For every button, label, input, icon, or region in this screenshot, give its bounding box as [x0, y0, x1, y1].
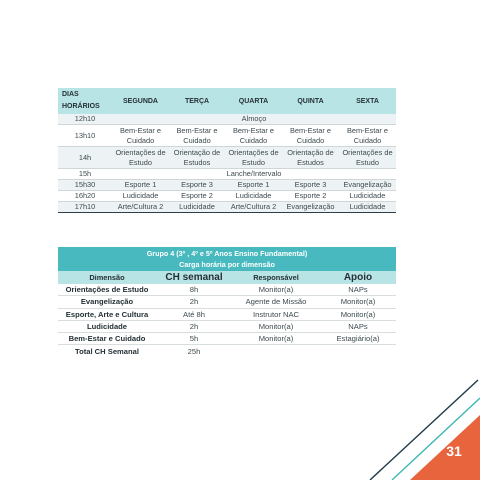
column-header: Responsável	[232, 271, 320, 284]
workload-total-row	[58, 345, 396, 357]
time-cell: 13h10	[58, 125, 112, 147]
activity-cell: Esporte 2	[282, 191, 339, 202]
schedule-row	[58, 191, 396, 202]
support-cell: Monitor(a)	[320, 296, 396, 308]
day-header: QUINTA	[282, 88, 339, 114]
activity-cell: Ludicidade	[339, 202, 396, 213]
activity-cell: Ludicidade	[225, 191, 282, 202]
time-cell: 15h30	[58, 180, 112, 191]
activity-cell: Bem-Estar e Cuidado	[112, 125, 169, 147]
time-cell: 14h	[58, 147, 112, 169]
column-header: CH semanal	[156, 271, 232, 284]
support-cell	[320, 345, 396, 357]
schedule-row	[58, 169, 396, 180]
schedule-corner-header	[58, 88, 112, 114]
activity-cell: Arte/Cultura 2	[225, 202, 282, 213]
activity-cell: Evangelização	[282, 202, 339, 213]
time-cell: 12h10	[58, 114, 112, 125]
schedule-header-row	[58, 88, 396, 114]
schedule-row	[58, 147, 396, 169]
column-header: Apoio	[320, 271, 396, 284]
schedule-row	[58, 114, 396, 125]
time-cell: 15h	[58, 169, 112, 180]
weekly-schedule-table	[58, 88, 396, 213]
support-cell: NAPs	[320, 320, 396, 332]
workload-header-row	[58, 271, 396, 284]
activity-cell: Esporte 1	[225, 180, 282, 191]
workload-table	[58, 271, 396, 357]
responsible-cell: Monitor(a)	[232, 284, 320, 296]
activity-cell: Orientação de Estudos	[282, 147, 339, 169]
dimension-cell: Evangelização	[58, 296, 156, 308]
activity-cell: Arte/Cultura 2	[112, 202, 169, 213]
activity-cell: Bem-Estar e Cuidado	[339, 125, 396, 147]
activity-cell: Bem-Estar e Cuidado	[169, 125, 225, 147]
day-header: SEXTA	[339, 88, 396, 114]
support-cell: Monitor(a)	[320, 308, 396, 320]
support-cell: Estagiário(a)	[320, 333, 396, 345]
activity-cell: Ludicidade	[112, 191, 169, 202]
total-hours-cell: 25h	[187, 346, 201, 356]
activity-cell: Esporte 3	[169, 180, 225, 191]
activity-cell: Esporte 3	[282, 180, 339, 191]
day-header: SEGUNDA	[112, 88, 169, 114]
support-cell: NAPs	[320, 284, 396, 296]
activity-cell: Evangelização	[339, 180, 396, 191]
dimension-cell: Esporte, Arte e Cultura	[58, 308, 156, 320]
dimension-cell: Ludicidade	[58, 320, 156, 332]
schedule-row	[58, 202, 396, 213]
workload-row	[58, 333, 396, 345]
page-number: 31	[446, 443, 462, 459]
responsible-cell: Instrutor NAC	[232, 308, 320, 320]
responsible-cell	[232, 345, 320, 357]
total-label-cell: Total CH Semanal	[75, 346, 139, 356]
activity-cell: Orientações de Estudo	[225, 147, 282, 169]
responsible-cell: Monitor(a)	[232, 320, 320, 332]
workload-row	[58, 296, 396, 308]
workload-subtitle: Carga horária por dimensão	[179, 260, 275, 269]
hours-cell: 2h	[156, 320, 232, 332]
responsible-cell: Monitor(a)	[232, 333, 320, 345]
activity-cell: Orientação de Estudos	[169, 147, 225, 169]
break-cell: Lanche/Intervalo	[112, 169, 396, 180]
hours-cell: 8h	[156, 284, 232, 296]
time-cell: 16h20	[58, 191, 112, 202]
workload-title-banner	[58, 247, 396, 271]
break-cell: Almoço	[112, 114, 396, 125]
activity-cell: Ludicidade	[339, 191, 396, 202]
activity-cell: Esporte 1	[112, 180, 169, 191]
hours-cell: 2h	[156, 296, 232, 308]
hours-cell: 5h	[156, 333, 232, 345]
time-cell: 17h10	[58, 202, 112, 213]
schedule-row	[58, 125, 396, 147]
hours-label: HORÁRIOS	[62, 103, 100, 110]
responsible-cell: Agente de Missão	[232, 296, 320, 308]
workload-row	[58, 320, 396, 332]
activity-cell: Orientações de Estudo	[339, 147, 396, 169]
workload-title: Grupo 4 (3º , 4º e 5º Anos Ensino Fundamental)	[146, 249, 308, 258]
dimension-cell: Orientações de Estudo	[58, 284, 156, 296]
schedule-row	[58, 180, 396, 191]
column-header: Dimensão	[58, 271, 156, 284]
day-header: QUARTA	[225, 88, 282, 114]
dimension-cell: Bem-Estar e Cuidado	[58, 333, 156, 345]
activity-cell: Bem-Estar e Cuidado	[225, 125, 282, 147]
workload-row	[58, 284, 396, 296]
activity-cell: Ludicidade	[169, 202, 225, 213]
activity-cell: Orientações de Estudo	[112, 147, 169, 169]
workload-row	[58, 308, 396, 320]
activity-cell: Bem-Estar e Cuidado	[282, 125, 339, 147]
hours-cell: Até 8h	[156, 308, 232, 320]
day-header: TERÇA	[169, 88, 225, 114]
activity-cell: Esporte 2	[169, 191, 225, 202]
days-label: DIAS	[62, 91, 79, 98]
